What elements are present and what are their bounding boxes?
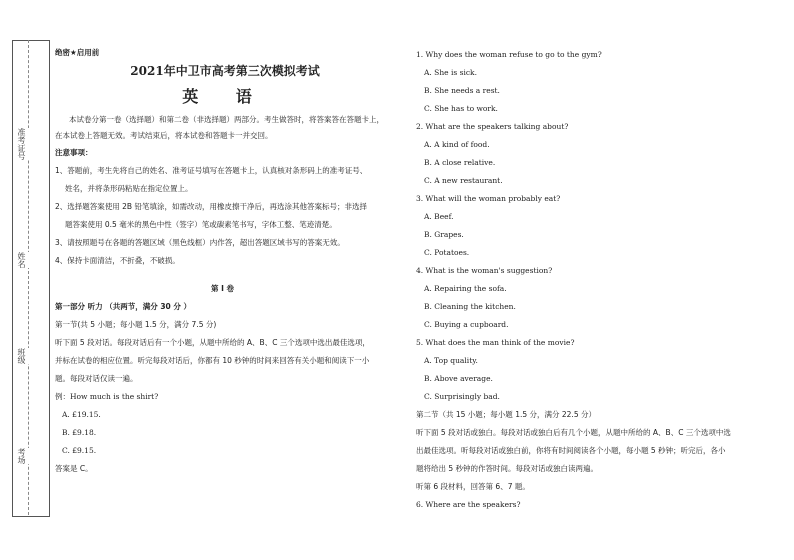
binding-margin bbox=[12, 40, 50, 517]
question: 1. Why does the woman refuse to go to the gym? bbox=[416, 50, 602, 59]
option: C. Surprisingly bad. bbox=[424, 392, 500, 401]
option: B. Cleaning the kitchen. bbox=[424, 302, 516, 311]
option: B. She needs a rest. bbox=[424, 86, 500, 95]
example-option: A. £19.15. bbox=[62, 410, 101, 419]
option: C. Potatoes. bbox=[424, 248, 470, 257]
note-item: 姓名，并将条形码粘贴在指定位置上。 bbox=[65, 184, 193, 193]
example-answer: 答案是 C。 bbox=[55, 464, 93, 473]
question: 2. What are the speakers talking about? bbox=[416, 122, 569, 131]
option: B. A close relative. bbox=[424, 158, 496, 167]
note-item: 2、选择题答案使用 2B 铅笔填涂，如需改动，用橡皮擦干净后，再选涂其他答案标号；非选择 bbox=[55, 202, 367, 211]
option: B. Grapes. bbox=[424, 230, 464, 239]
note-item: 题答案使用 0.5 毫米的黑色中性（签字）笔或碳素笔书写，字体工整、笔迹清楚。 bbox=[65, 220, 337, 229]
right-column bbox=[416, 46, 774, 514]
instruction-line: 并标在试卷的相应位置。听完每段对话后，你都有 10 秒钟的时间来回答有关小题和阅读下一小 bbox=[55, 356, 370, 365]
question: 5. What does the man think of the movie? bbox=[416, 338, 575, 347]
option: C. Buying a cupboard. bbox=[424, 320, 509, 329]
cut-line bbox=[28, 40, 29, 515]
section2-title: 第二节（共 15 小题；每小题 1.5 分，满分 22.5 分） bbox=[416, 410, 596, 419]
subject-title: 英 语 bbox=[182, 87, 268, 106]
example-question: 例：How much is the shirt? bbox=[55, 392, 159, 401]
listen-instruction: 听第 6 段材料，回答第 6、7 题。 bbox=[416, 482, 530, 491]
option: C. She has to work. bbox=[424, 104, 498, 113]
margin-field-name: 姓名 bbox=[16, 252, 38, 268]
section2-instruction: 题将给出 5 秒钟的作答时间。每段对话或独白读两遍。 bbox=[416, 464, 599, 473]
option: A. Repairing the sofa. bbox=[424, 284, 507, 293]
option: A. Beef. bbox=[424, 212, 454, 221]
note-item: 4、保持卡面清洁，不折叠，不破损。 bbox=[55, 256, 180, 265]
left-column bbox=[55, 112, 390, 478]
volume-title: 第 I 卷 bbox=[210, 284, 234, 293]
secret-label: 绝密★启用前 bbox=[55, 48, 100, 57]
margin-field-room: 考场 bbox=[16, 448, 38, 464]
option: A. A kind of food. bbox=[424, 140, 490, 149]
question: 6. Where are the speakers? bbox=[416, 500, 521, 509]
note-item: 1、答题前，考生先将自己的姓名、准考证号填写在答题卡上，认真核对条形码上的准考证号、 bbox=[55, 166, 368, 175]
margin-field-exam-number: 准考证号 bbox=[16, 128, 38, 160]
section1-title: 第一节(共 5 小题；每小题 1.5 分，满分 7.5 分) bbox=[55, 320, 217, 329]
instruction-line: 听下面 5 段对话。每段对话后有一个小题，从题中所给的 A、B、C 三个选项中选出最佳选项， bbox=[55, 338, 370, 347]
section2-instruction: 听下面 5 段对话或独白。每段对话或独白后有几个小题，从题中所给的 A、B、C 三个选项中选 bbox=[416, 428, 731, 437]
option: A. Top quality. bbox=[424, 356, 478, 365]
example-option: C. £9.15. bbox=[62, 446, 97, 455]
section2-instruction: 出最佳选项。听每段对话或独白前，你将有时间阅读各个小题，每小题 5 秒钟；听完后，各小 bbox=[416, 446, 726, 455]
notes-heading: 注意事项： bbox=[55, 148, 93, 157]
example-option: B. £9.18. bbox=[62, 428, 97, 437]
intro-text: 本试卷分第一卷（选择题）和第二卷（非选择题）两部分。考生做答时，将答案答在答题卡上，在本试卷上答题无效。考试结束后，将本试卷和答题卡一并交回。 bbox=[55, 115, 384, 140]
question: 3. What will the woman probably eat? bbox=[416, 194, 561, 203]
part-title: 第一部分 听力 （共两节，满分 30 分 ） bbox=[55, 302, 191, 311]
option: A. She is sick. bbox=[424, 68, 477, 77]
option: B. Above average. bbox=[424, 374, 493, 383]
margin-field-class: 班级 bbox=[16, 348, 38, 364]
instruction-line: 题。每段对话仅读一遍。 bbox=[55, 374, 138, 383]
exam-title: 2021年中卫市高考第三次模拟考试 bbox=[130, 64, 320, 78]
note-item: 3、请按照题号在各题的答题区域（黑色线框）内作答，超出答题区域书写的答案无效。 bbox=[55, 238, 345, 247]
option: C. A new restaurant. bbox=[424, 176, 503, 185]
question: 4. What is the woman's suggestion? bbox=[416, 266, 553, 275]
